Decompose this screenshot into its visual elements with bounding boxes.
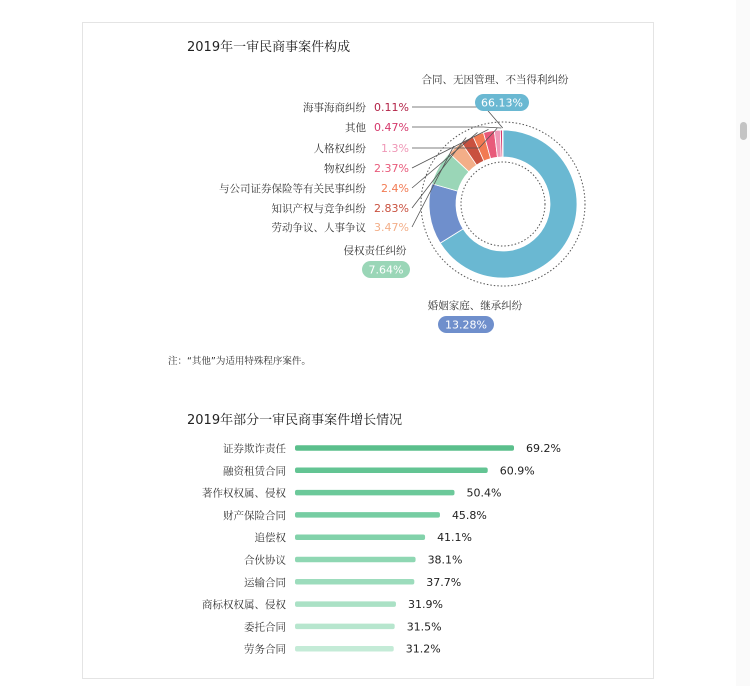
slice-label-0: 合同、无因管理、不当得利纠纷: [421, 74, 569, 86]
pie-title: 2019年一审民商事案件构成: [187, 40, 351, 55]
slice-percent-4: 2.83%: [374, 202, 409, 215]
slice-percent-9: 0.11%: [374, 101, 409, 114]
bar-title: 2019年部分一审民商事案件增长情况: [187, 413, 403, 428]
bar-value-label-9: 31.2%: [405, 642, 441, 656]
bar-category-label-4: 追偿权: [254, 532, 286, 545]
bar-0: [295, 445, 514, 451]
scrollbar-track[interactable]: [736, 0, 750, 686]
bar-category-label-7: 商标权权属、侵权: [202, 599, 286, 612]
bar-4: [295, 534, 425, 540]
report-card: [82, 22, 654, 679]
bar-category-label-3: 财产保险合同: [223, 509, 286, 522]
bar-category-label-6: 运输合同: [244, 576, 286, 589]
bar-value-label-4: 41.1%: [437, 531, 473, 545]
bar-category-label-8: 委托合同: [244, 621, 286, 634]
slice-percent-8: 0.47%: [374, 121, 409, 134]
bar-category-label-1: 融资租赁合同: [223, 465, 286, 478]
leader-line-8: [412, 127, 501, 128]
bar-value-label-8: 31.5%: [406, 620, 442, 634]
bar-chart: [202, 442, 561, 656]
bar-category-label-2: 著作权权属、侵权: [202, 487, 286, 500]
donut-chart: [219, 73, 585, 333]
donut-inner-ring: [461, 162, 545, 246]
slice-percent-3: 3.47%: [374, 221, 409, 234]
slice-label-6: 物权纠纷: [324, 163, 366, 175]
bar-3: [295, 512, 440, 518]
slice-label-5: 与公司证券保险等有关民事纠纷: [219, 183, 366, 195]
slice-percent-6: 2.37%: [374, 162, 409, 175]
bar-value-label-0: 69.2%: [526, 442, 561, 455]
bar-value-label-1: 60.9%: [499, 464, 535, 478]
slice-label-8: 其他: [345, 122, 366, 134]
pie-slice-9: [502, 130, 503, 157]
bar-value-label-3: 45.8%: [451, 508, 487, 522]
slice-percent-7: 1.3%: [381, 142, 409, 155]
slice-percent-1: 13.28%: [445, 318, 487, 332]
bar-2: [295, 490, 455, 496]
bar-6: [295, 579, 414, 585]
slice-label-4: 知识产权与竞争纠纷: [271, 203, 366, 215]
slice-label-7: 人格权纠纷: [313, 143, 366, 155]
bar-category-label-9: 劳务合同: [244, 643, 286, 656]
bar-value-label-2: 50.4%: [466, 486, 502, 500]
slice-percent-0: 66.13%: [481, 96, 523, 110]
slice-percent-2: 7.64%: [368, 263, 404, 277]
slice-label-2: 侵权责任纠纷: [343, 245, 407, 257]
chart-canvas: [83, 23, 655, 680]
bar-value-label-6: 37.7%: [426, 575, 462, 589]
bar-9: [295, 646, 394, 652]
bar-5: [295, 557, 416, 563]
slice-label-3: 劳动争议、人事争议: [271, 222, 366, 234]
slice-label-1: 婚姻家庭、继承纠纷: [427, 300, 523, 312]
pie-footnote: 注：“其他”为适用特殊程序案件。: [168, 356, 311, 367]
bar-value-label-7: 31.9%: [407, 598, 443, 612]
slice-label-9: 海事海商纠纷: [303, 102, 366, 114]
bar-category-label-5: 合伙协议: [244, 554, 286, 567]
bar-category-label-0: 证券欺诈责任: [223, 443, 286, 455]
bar-8: [295, 624, 395, 630]
bar-1: [295, 468, 488, 474]
slice-percent-5: 2.4%: [381, 182, 409, 195]
scrollbar-thumb[interactable]: [740, 122, 747, 140]
bar-value-label-5: 38.1%: [427, 553, 463, 567]
bar-7: [295, 601, 396, 607]
